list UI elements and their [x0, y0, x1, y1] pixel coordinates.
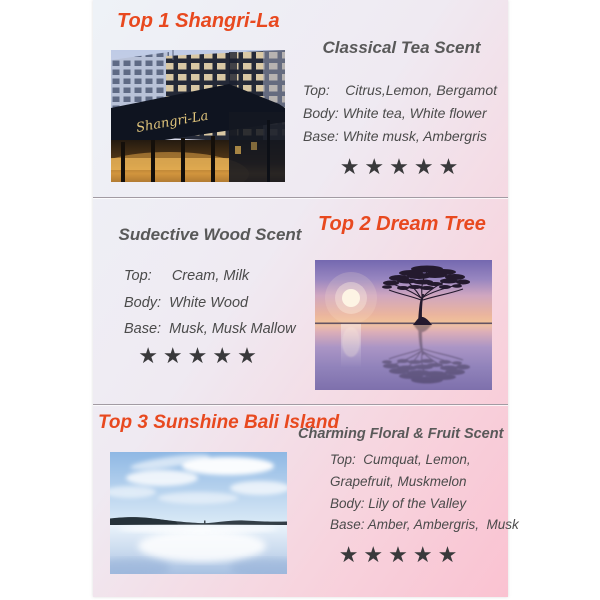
sun [342, 289, 360, 307]
note-base: Base: White musk, Ambergris [303, 128, 487, 144]
scent-title-charming-floral: Charming Floral & Fruit Scent [298, 426, 504, 442]
scent-title-sudective-wood: Sudective Wood Scent [118, 225, 302, 244]
rank-title-top1: Top 1 Shangri-La [117, 10, 280, 32]
note-base: Base: Musk, Musk Mallow [124, 321, 296, 337]
note-body: Body: White tea, White flower [303, 105, 487, 121]
note-base: Base: Amber, Ambergris, Musk [330, 517, 519, 532]
rank-title-top3: Top 3 Sunshine Bali Island [98, 412, 340, 433]
star-rating: ★★★★★ [338, 543, 463, 568]
poster-content [93, 0, 519, 597]
note-top: Top: Cumquat, Lemon, [330, 452, 471, 467]
note-top: Top: Citrus,Lemon, Bergamot [303, 82, 498, 98]
note-top: Top: Cream, Milk [124, 268, 250, 284]
note-body: Body: Lily of the Valley [330, 496, 467, 511]
section-divider [93, 404, 508, 405]
shangri-la-hotel-photo [111, 50, 285, 182]
scent-title-classical-tea: Classical Tea Scent [322, 38, 481, 57]
section-divider [93, 197, 508, 198]
note-top-continued: Grapefruit, Muskmelon [330, 474, 467, 489]
bali-island-photo [110, 452, 287, 574]
note-body: Body: White Wood [124, 295, 249, 311]
shangri-la-sign: Shangri-La [135, 108, 210, 136]
small-boat [204, 521, 206, 524]
star-rating: ★★★★★ [339, 155, 464, 180]
dream-tree-photo [315, 260, 492, 390]
rank-title-top2: Top 2 Dream Tree [318, 213, 486, 235]
star-rating: ★★★★★ [138, 344, 262, 369]
